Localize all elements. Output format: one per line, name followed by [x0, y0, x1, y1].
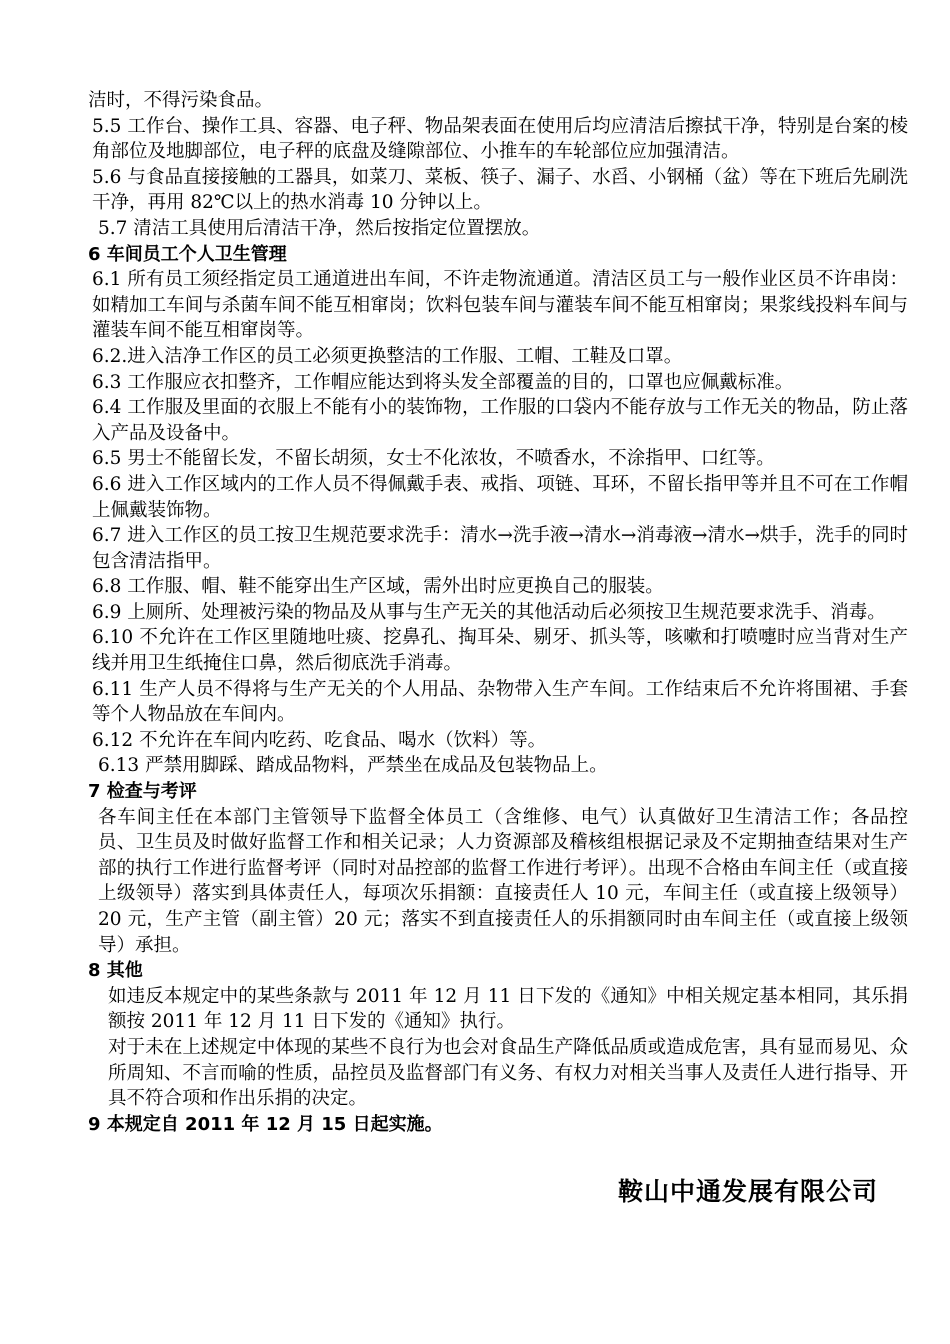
- paragraph: 6.1 所有员工须经指定员工通道进出车间，不许走物流通道。清洁区员工与一般作业区员不许串岗：如精加工车间与杀菌车间不能互相窜岗；饮料包装车间与灌装车间不能互相窜岗；果浆线投料车间与灌装车间不能互相窜岗等。: [92, 269, 908, 342]
- paragraph: 对于未在上述规定中体现的某些不良行为也会对食品生产降低品质或造成危害，具有显而易见、众所周知、不言而喻的性质，品控员及监督部门有义务、有权力对相关当事人及责任人进行指导、开具不符合项和作出乐捐的决定。: [108, 1036, 908, 1110]
- paragraph: 6.13 严禁用脚踩、踏成品物料，严禁坐在成品及包装物品上。: [98, 755, 608, 777]
- paragraph: 6.12 不允许在车间内吃药、吃食品、喝水（饮料）等。: [92, 729, 547, 751]
- document-body: [88, 88, 908, 1137]
- paragraph: 6.6 进入工作区域内的工作人员不得佩戴手表、戒指、项链、耳环，不留长指甲等并且不可在工作帽上佩戴装饰物。: [92, 473, 908, 521]
- paragraph: 5.5 工作台、操作工具、容器、电子秤、物品架表面在使用后均应清洁后擦拭干净，特别是台案的棱角部位及地脚部位，电子秤的底盘及缝隙部位、小推车的车轮部位应加强清洁。: [92, 115, 908, 163]
- paragraph: 6.4 工作服及里面的衣服上不能有小的装饰物，工作服的口袋内不能存放与工作无关的物品，防止落入产品及设备中。: [92, 397, 908, 444]
- paragraph: 6.10 不允许在工作区里随地吐痰、挖鼻孔、掏耳朵、剔牙、抓头等，咳嗽和打喷嚏时应当背对生产线并用卫生纸掩住口鼻，然后彻底洗手消毒。: [92, 627, 908, 675]
- company-signature: 鞍山中通发展有限公司: [617, 1177, 878, 1206]
- section-heading: 7 检查与考评: [88, 781, 197, 803]
- paragraph: 6.5 男士不能留长发，不留长胡须，女士不化浓妆，不喷香水，不涂指甲、口红等。: [92, 448, 775, 470]
- paragraph: 各车间主任在本部门主管领导下监督全体员工（含维修、电气）认真做好卫生清洁工作；各品控员、卫生员及时做好监督工作和相关记录；人力资源部及稽核组根据记录及不定期抽查结果对生产部的执行工作进行监督考评（同时对品控部的监督工作进行考评）。出现不合格由车间主任（或直接上级领导）落实到具体责任人，每项次乐捐额：直接责任人 10 元，车间主任（或直接上级领导）20 元，生产主管（副主管）20 元；落实不到直接责任人的乐捐额同时由车间主任（或直接上级领导）承担。: [98, 806, 908, 956]
- section-heading: 8 其他: [88, 960, 143, 982]
- paragraph: 5.7 清洁工具使用后清洁干净，然后按指定位置摆放。: [98, 217, 541, 239]
- paragraph: 洁时，不得污染食品。: [88, 90, 274, 111]
- paragraph: 6.7 进入工作区的员工按卫生规范要求洗手：清水→洗手液→清水→消毒液→清水→烘手，洗手的同时包含清洁指甲。: [92, 525, 908, 572]
- paragraph: 6.8 工作服、帽、鞋不能穿出生产区域，需外出时应更换自己的服装。: [92, 576, 664, 598]
- paragraph: 6.3 工作服应衣扣整齐，工作帽应能达到将头发全部覆盖的目的，口罩也应佩戴标准。: [92, 371, 794, 393]
- paragraph: 6.9 上厕所、处理被污染的物品及从事与生产无关的其他活动后必须按卫生规范要求洗手、消毒。: [92, 601, 886, 623]
- paragraph: 如违反本规定中的某些条款与 2011 年 12 月 11 日下发的《通知》中相关规定基本相同，其乐捐额按 2011 年 12 月 11 日下发的《通知》执行。: [108, 985, 908, 1033]
- paragraph: 5.6 与食品直接接触的工器具，如菜刀、菜板、筷子、漏子、水舀、小钢桶（盆）等在下班后先刷洗干净，再用 82℃以上的热水消毒 10 分钟以上。: [92, 166, 908, 214]
- paragraph: 6.11 生产人员不得将与生产无关的个人用品、杂物带入生产车间。工作结束后不允许将围裙、手套等个人物品放在车间内。: [92, 678, 908, 726]
- section-heading: 6 车间员工个人卫生管理: [88, 243, 287, 265]
- paragraph: 6.2.进入洁净工作区的员工必须更换整洁的工作服、工帽、工鞋及口罩。: [92, 345, 683, 367]
- section-heading: 9 本规定自 2011 年 12 月 15 日起实施。: [88, 1113, 443, 1135]
